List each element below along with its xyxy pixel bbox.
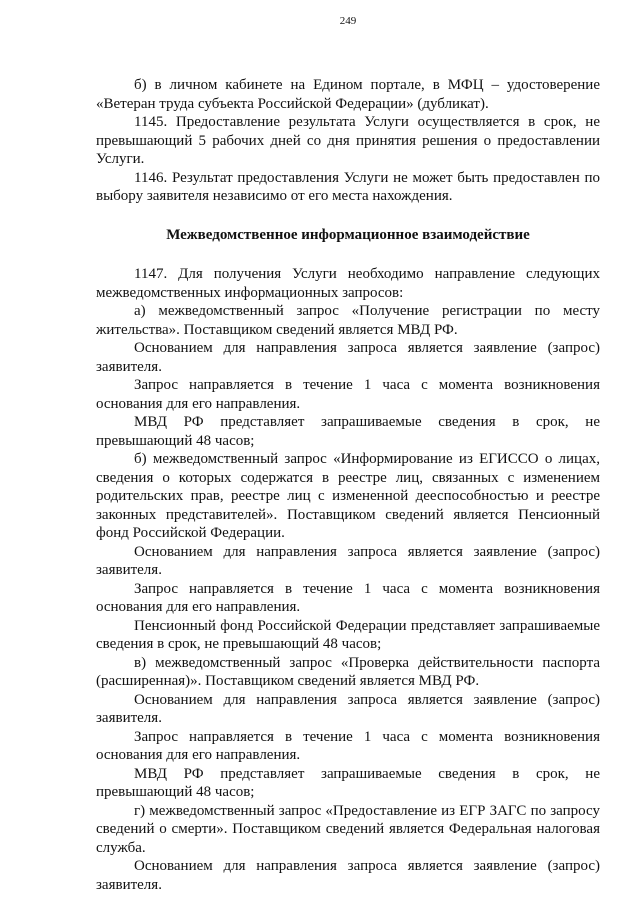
paragraph-request-v: в) межведомственный запрос «Проверка действительности паспорта (расширенная)». Поставщиком сведений является МВД РФ. — [96, 654, 600, 689]
page-number: 249 — [339, 15, 357, 27]
paragraph-request-a-basis: Основанием для направления запроса является заявление (запрос) заявителя. — [96, 340, 600, 375]
section-heading: Межведомственное информационное взаимодействие — [166, 226, 530, 243]
paragraph-delivery-option-b: б) в личном кабинете на Едином портале, в МФЦ – удостоверение «Ветеран труда субъекта Российской Федерации» (дубликат). — [96, 77, 600, 112]
paragraph-1145: 1145. Предоставление результата Услуги осуществляется в срок, не превышающий 5 рабочих дней со дня принятия решения о предоставлении Услуги. — [96, 114, 600, 167]
paragraph-request-b: б) межведомственный запрос «Информирование из ЕГИССО о лицах, сведения о которых содержатся в реестре лиц, связанных с изменением родительских прав, реестре лиц с измененной дееспособностью и реестре законных представителей». Поставщиком сведений является Пенсионный фонд Российской Федерации. — [96, 451, 600, 541]
paragraph-request-v-basis: Основанием для направления запроса является заявление (запрос) заявителя. — [96, 691, 600, 726]
paragraph-request-a: а) межведомственный запрос «Получение регистрации по месту жительства». Поставщиком сведений является МВД РФ. — [96, 303, 600, 338]
paragraph-request-a-response: МВД РФ представляет запрашиваемые сведения в срок, не превышающий 48 часов; — [96, 414, 600, 449]
paragraph-request-b-basis: Основанием для направления запроса является заявление (запрос) заявителя. — [96, 543, 600, 578]
paragraph-request-v-response: МВД РФ представляет запрашиваемые сведения в срок, не превышающий 48 часов; — [96, 765, 600, 800]
paragraph-request-b-response: Пенсионный фонд Российской Федерации представляет запрашиваемые сведения в срок, не превышающий 48 часов; — [96, 617, 600, 652]
paragraph-request-v-timing: Запрос направляется в течение 1 часа с момента возникновения основания для его направления. — [96, 728, 600, 763]
paragraph-request-b-timing: Запрос направляется в течение 1 часа с момента возникновения основания для его направления. — [96, 580, 600, 615]
paragraph-request-g: г) межведомственный запрос «Предоставление из ЕГР ЗАГС по запросу сведений о смерти». Поставщиком сведений является Федеральная налоговая служба. — [96, 802, 600, 856]
paragraph-1147: 1147. Для получения Услуги необходимо направление следующих межведомственных информационных запросов: — [96, 266, 600, 301]
paragraph-request-a-timing: Запрос направляется в течение 1 часа с момента возникновения основания для его направления. — [96, 377, 600, 412]
document-body — [96, 76, 600, 894]
paragraph-1146: 1146. Результат предоставления Услуги не может быть предоставлен по выбору заявителя независимо от его места нахождения. — [96, 169, 600, 204]
document-page — [96, 0, 600, 905]
paragraph-request-g-basis: Основанием для направления запроса является заявление (запрос) заявителя. — [96, 858, 600, 893]
